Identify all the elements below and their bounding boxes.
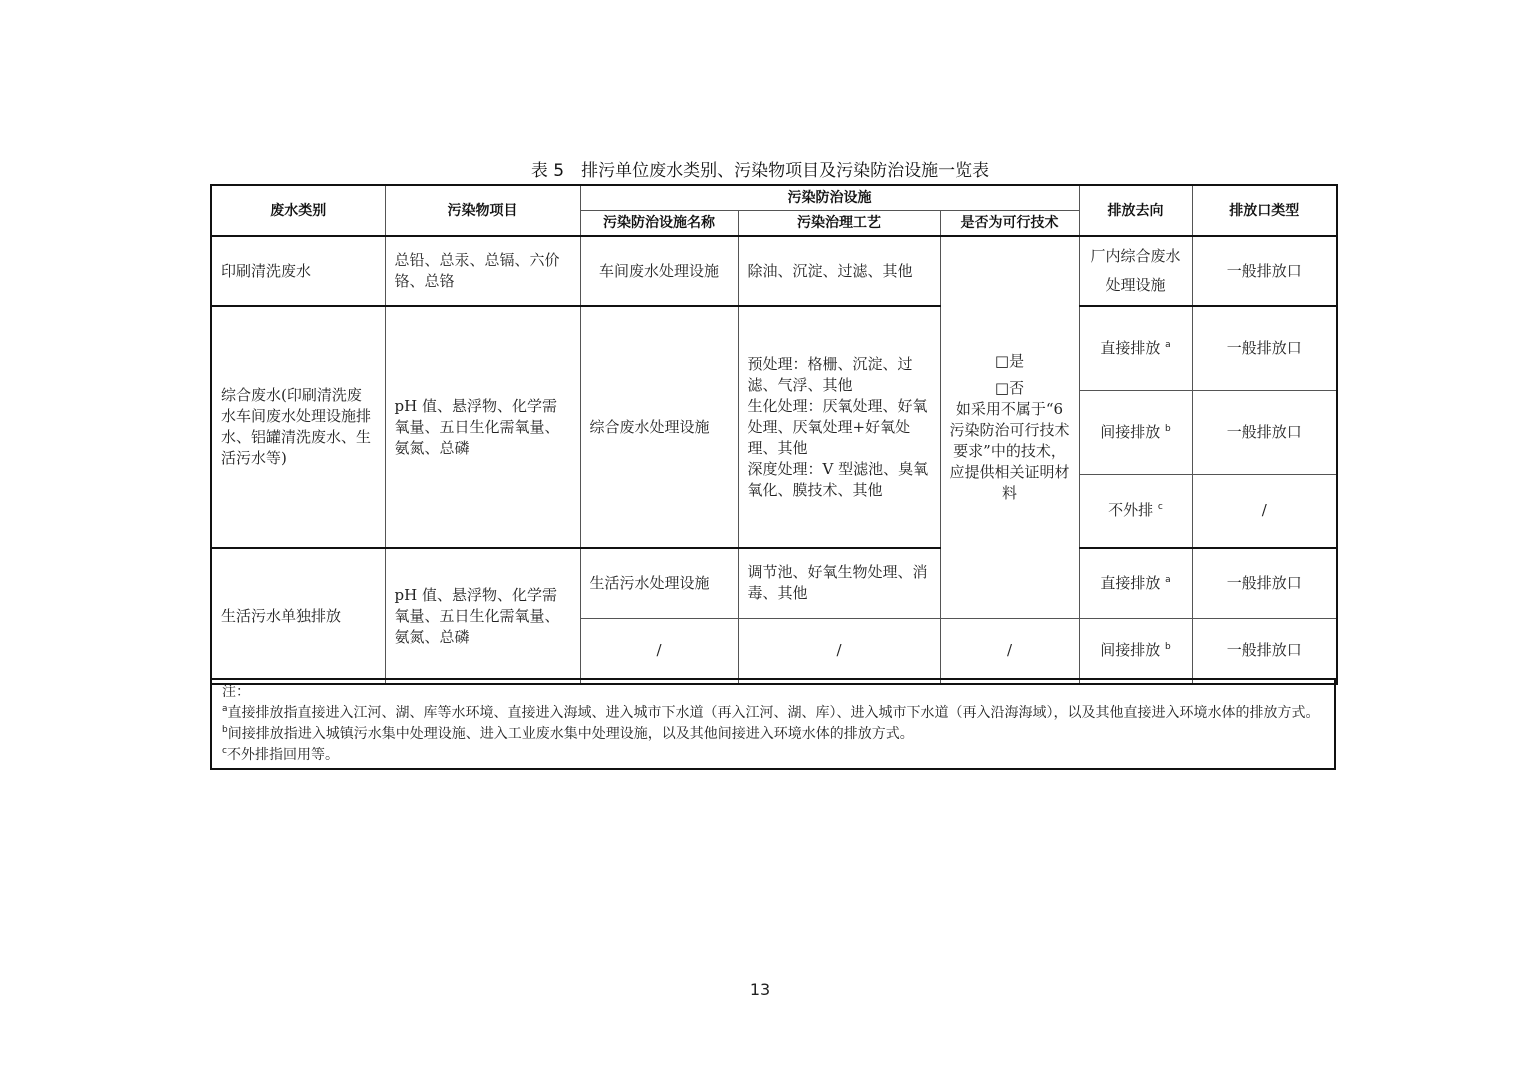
cell-feasible-tech [940,236,1079,618]
cell-destination-domestic-indirect: 间接排放 $^b$ [1079,618,1192,684]
cell-facility-printing: 车间废水处理设施 [580,236,738,306]
wastewater-table [210,184,1338,685]
cell-destination-indirect: 间接排放 $^b$ [1079,390,1192,474]
cell-outlet-domestic-direct: 一般排放口 [1192,548,1337,618]
cell-category-combined: 综合废水(印刷清洗废水车间废水处理设施排水、铝罐清洗废水、生活污水等) [211,306,385,548]
note-b: $^b$间接排放指进入城镇污水集中处理设施、进入工业废水集中处理设施，以及其他间接进入环境水体的排放方式。 [222,725,914,742]
process-advanced: 深度处理：V 型滤池、臭氧氧化、膜技术、其他 [747,459,929,499]
cell-destination-no-discharge: 不外排 $^c$ [1079,474,1192,548]
cell-category-domestic: 生活污水单独排放 [211,548,385,684]
header-facility-name: 污染防治设施名称 [580,211,738,237]
cell-outlet-printing: 一般排放口 [1192,236,1337,306]
process-biological: 生化处理：厌氧处理、好氧处理、厌氧处理+好氧处理、其他 [747,396,928,457]
header-outlet-type: 排放口类型 [1192,185,1337,236]
header-pollutants: 污染物项目 [385,185,580,236]
cell-facility-combined: 综合废水处理设施 [580,306,738,548]
cell-process-printing: 除油、沉淀、过滤、其他 [738,236,940,306]
feasible-note: 如采用不属于“6 污染防治可行技术要求”中的技术，应提供相关证明材料 [949,399,1070,502]
cell-outlet-direct: 一般排放口 [1192,306,1337,390]
header-feasible-tech: 是否为可行技术 [940,211,1079,237]
cell-pollutants-combined: pH 值、悬浮物、化学需氧量、五日生化需氧量、氨氮、总磷 [385,306,580,548]
feasible-yes-option: □是 [994,351,1025,370]
cell-destination-domestic-direct: 直接排放 $^a$ [1079,548,1192,618]
cell-feasible-domestic-2: / [940,618,1079,684]
cell-category-printing: 印刷清洗废水 [211,236,385,306]
feasible-no-option: □否 [994,378,1025,397]
cell-outlet-domestic-indirect: 一般排放口 [1192,618,1337,684]
cell-process-domestic: 调节池、好氧生物处理、消毒、其他 [738,548,940,618]
cell-destination-direct: 直接排放 $^a$ [1079,306,1192,390]
cell-outlet-no-discharge: / [1192,474,1337,548]
cell-pollutants-domestic: pH 值、悬浮物、化学需氧量、五日生化需氧量、氨氮、总磷 [385,548,580,684]
header-treatment-process: 污染治理工艺 [738,211,940,237]
table-caption: 表 5 排污单位废水类别、污染物项目及污染防治设施一览表 [530,161,990,181]
cell-pollutants-printing: 总铅、总汞、总镉、六价铬、总铬 [385,236,580,306]
notes-title: 注： [222,684,250,700]
page-number: 13 [749,980,771,999]
header-destination: 排放去向 [1079,185,1192,236]
header-prevention-facilities: 污染防治设施 [580,185,1079,211]
cell-destination-printing: 厂内综合废水处理设施 [1079,236,1192,306]
cell-facility-domestic: 生活污水处理设施 [580,548,738,618]
header-category: 废水类别 [211,185,385,236]
cell-process-combined [738,306,940,548]
cell-process-domestic-2: / [738,618,940,684]
cell-outlet-indirect: 一般排放口 [1192,390,1337,474]
process-pretreatment: 预处理：格栅、沉淀、过滤、气浮、其他 [747,354,913,394]
note-a: $^a$直接排放指直接进入江河、湖、库等水环境、直接进入海域、进入城市下水道（再入江河、湖、库）、进入城市下水道（再入沿海海域），以及其他直接进入环境水体的排放方式。 [222,704,1320,721]
note-c: $^c$不外排指回用等。 [222,746,339,763]
cell-facility-domestic-2: / [580,618,738,684]
table-notes [210,678,1336,770]
